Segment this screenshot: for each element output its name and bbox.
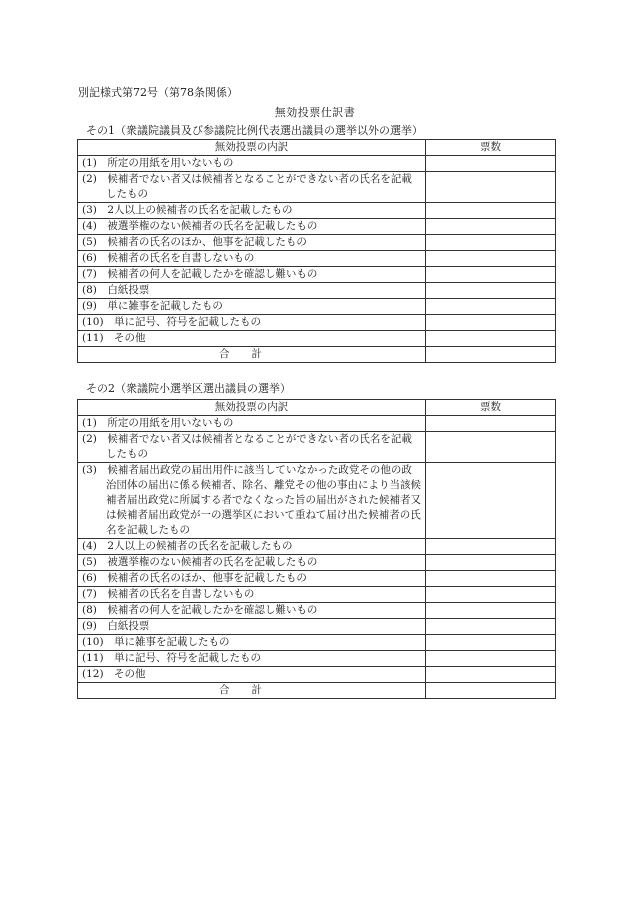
table-header-row (78, 140, 556, 156)
count-cell[interactable] (426, 219, 556, 235)
document-title: 無効投票仕訳書 (274, 106, 356, 119)
total-count-cell[interactable] (426, 683, 556, 699)
table-row (78, 416, 556, 432)
count-cell[interactable] (426, 651, 556, 667)
count-cell[interactable] (426, 235, 556, 251)
count-cell[interactable] (426, 267, 556, 283)
count-cell[interactable] (426, 432, 556, 463)
table-row (78, 331, 556, 347)
row-label: (12) その他 (82, 668, 146, 680)
row-description (78, 587, 426, 603)
table-row (78, 251, 556, 267)
row-label: (10) 単に雑事を記載したもの (82, 636, 230, 648)
column-header-breakdown: 無効投票の内訳 (78, 140, 426, 156)
row-description (78, 283, 426, 299)
row-label: (5) 被選挙権のない候補者の氏名を記載したもの (82, 556, 318, 568)
row-description (78, 172, 426, 203)
table-row (78, 635, 556, 651)
count-cell[interactable] (426, 156, 556, 172)
count-cell[interactable] (426, 203, 556, 219)
count-cell[interactable] (426, 283, 556, 299)
row-description (78, 251, 426, 267)
row-label: (11) 単に記号、符号を記載したもの (82, 652, 262, 664)
count-cell[interactable] (426, 635, 556, 651)
table-row (78, 587, 556, 603)
row-description (78, 235, 426, 251)
count-cell[interactable] (426, 587, 556, 603)
table-row (78, 299, 556, 315)
row-label: (6) 候補者の氏名を自書しないもの (82, 252, 255, 264)
table-row (78, 555, 556, 571)
row-label: (2) 候補者でない者又は候補者となることができない者の氏名を記載したもの (82, 173, 412, 200)
table-row (78, 539, 556, 555)
table-row (78, 603, 556, 619)
column-header-count: 票数 (426, 400, 556, 416)
row-label: (1) 所定の用紙を用いないもの (82, 157, 234, 169)
row-description (78, 315, 426, 331)
row-description (78, 267, 426, 283)
table-row (78, 571, 556, 587)
column-header-count: 票数 (426, 140, 556, 156)
section1-table (77, 139, 556, 363)
table-row (78, 619, 556, 635)
row-label: (3) 2人以上の候補者の氏名を記載したもの (82, 204, 293, 216)
row-description (78, 299, 426, 315)
count-cell[interactable] (426, 331, 556, 347)
row-label: (4) 被選挙権のない候補者の氏名を記載したもの (82, 220, 318, 232)
row-description (78, 635, 426, 651)
row-label: (9) 単に雑事を記載したもの (82, 300, 223, 312)
table-row (78, 219, 556, 235)
total-row (78, 347, 556, 363)
row-description (78, 571, 426, 587)
count-cell[interactable] (426, 571, 556, 587)
table-row (78, 235, 556, 251)
count-cell[interactable] (426, 539, 556, 555)
row-label: (8) 白紙投票 (82, 284, 150, 296)
total-row (78, 683, 556, 699)
row-description (78, 432, 426, 463)
table-row (78, 667, 556, 683)
row-label: (7) 候補者の氏名を自書しないもの (82, 588, 255, 600)
count-cell[interactable] (426, 667, 556, 683)
table-header-row (78, 400, 556, 416)
table-row (78, 432, 556, 463)
table-row (78, 267, 556, 283)
count-cell[interactable] (426, 603, 556, 619)
row-label: (5) 候補者の氏名のほか、他事を記載したもの (82, 236, 307, 248)
section1-heading: その1（衆議院議員及び参議院比例代表選出議員の選挙以外の選挙） (86, 124, 423, 137)
table-row (78, 172, 556, 203)
section2-heading: その2（衆議院小選挙区選出議員の選挙） (86, 382, 291, 395)
row-label: (10) 単に記号、符号を記載したもの (82, 316, 262, 328)
row-label: (11) その他 (82, 332, 146, 344)
table-row (78, 203, 556, 219)
row-description (78, 539, 426, 555)
row-description (78, 619, 426, 635)
table-row (78, 283, 556, 299)
row-label: (7) 候補者の何人を記載したかを確認し難いもの (82, 268, 318, 280)
row-label: (9) 白紙投票 (82, 620, 150, 632)
count-cell[interactable] (426, 463, 556, 539)
row-label: (6) 候補者の氏名のほか、他事を記載したもの (82, 572, 307, 584)
row-label: (8) 候補者の何人を記載したかを確認し難いもの (82, 604, 318, 616)
table-row (78, 651, 556, 667)
column-header-breakdown: 無効投票の内訳 (78, 400, 426, 416)
row-description (78, 555, 426, 571)
form-reference: 別記様式第72号（第78条関係） (78, 86, 238, 99)
row-description (78, 603, 426, 619)
row-description (78, 463, 426, 539)
table-row (78, 463, 556, 539)
count-cell[interactable] (426, 172, 556, 203)
row-label: (3) 候補者届出政党の届出用件に該当していなかった政党その他の政治団体の届出に係る候補者、除名、離党その他の事由により当該候補者届出政党に所属する者でなくなった旨の届出がされた候補者又は候補者届出政党が一の選挙区において重ねて届け出た候補者の氏名を記載したもの (82, 464, 421, 536)
count-cell[interactable] (426, 299, 556, 315)
count-cell[interactable] (426, 416, 556, 432)
table-row (78, 315, 556, 331)
row-description (78, 667, 426, 683)
row-description (78, 219, 426, 235)
count-cell[interactable] (426, 619, 556, 635)
row-description (78, 651, 426, 667)
count-cell[interactable] (426, 251, 556, 267)
row-description (78, 156, 426, 172)
row-label: (4) 2人以上の候補者の氏名を記載したもの (82, 540, 293, 552)
table-row (78, 156, 556, 172)
row-label: (2) 候補者でない者又は候補者となることができない者の氏名を記載したもの (82, 433, 412, 460)
total-count-cell[interactable] (426, 347, 556, 363)
total-label: 合計 (78, 347, 426, 363)
row-description (78, 416, 426, 432)
section2-table (77, 399, 556, 699)
row-label: (1) 所定の用紙を用いないもの (82, 417, 234, 429)
count-cell[interactable] (426, 555, 556, 571)
count-cell[interactable] (426, 315, 556, 331)
row-description (78, 203, 426, 219)
total-label: 合計 (78, 683, 426, 699)
row-description (78, 331, 426, 347)
